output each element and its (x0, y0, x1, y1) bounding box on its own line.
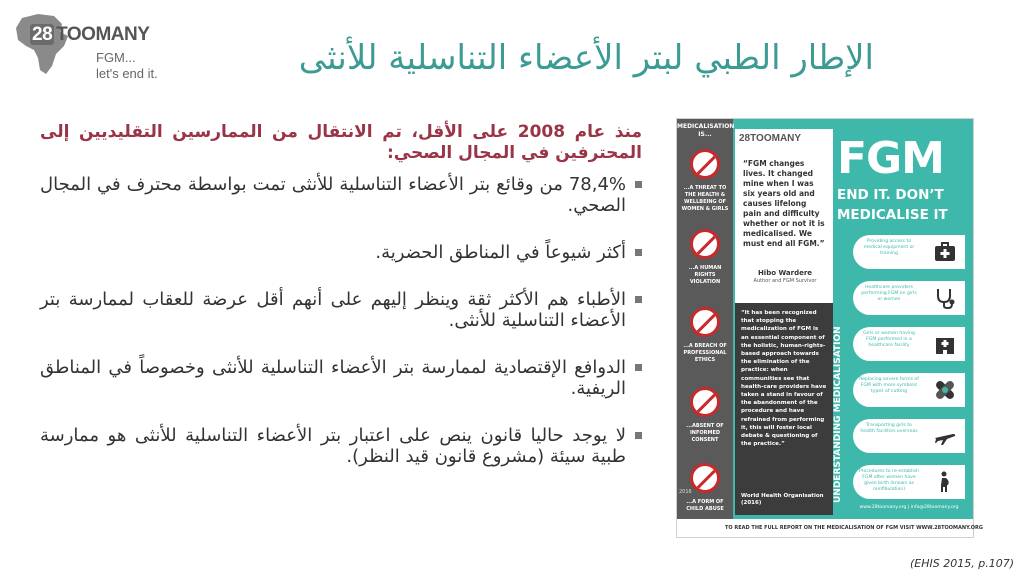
poster-side-number: 2016 (679, 489, 692, 495)
bullet-list (40, 174, 642, 467)
poster-quote-panel (735, 129, 833, 515)
bullet-text: الأطباء هم الأكثر ثقة وينظر إليهم على أنهم أقل عرضة للعقاب لممارسة بتر الأعضاء التناسلية للأنثى. (40, 289, 626, 331)
bullet-item (40, 357, 642, 399)
poster-card-text: Transporting girls to health facilities overseas (860, 423, 918, 434)
bullet-marker-icon (635, 296, 642, 303)
poster-card-text: Procedures to re-establish FGM after women have given birth (known as reinfibulation) (859, 469, 919, 492)
slide-title: الإطار الطبي لبتر الأعضاء التناسلية للأنثى (298, 38, 874, 78)
bullet-text: الدوافع الإقتصادية لممارسة بتر الأعضاء التناسلية للأنثى وخصوصاً في المناطق الريفية. (40, 357, 626, 399)
stethoscope-icon (933, 286, 957, 310)
fgm-poster-image (676, 118, 983, 538)
poster-card-text: Healthcare providers performing FGM on girls or women (861, 285, 917, 302)
poster-card (853, 373, 965, 407)
poster-subline-2: MEDICALISE IT (837, 207, 948, 223)
hospital-icon (933, 332, 957, 356)
bullet-item (40, 174, 642, 216)
logo-tagline-1: FGM... (96, 50, 136, 65)
pregnant-woman-icon (933, 470, 957, 494)
poster-sidebar (677, 119, 733, 519)
poster-subline-1: END IT. DON’T (837, 187, 944, 203)
slide-body (40, 122, 642, 493)
poster-who-source: World Health Organisation (2016) (741, 493, 824, 506)
bullet-marker-icon (635, 249, 642, 256)
logo-tagline-2: let's end it. (96, 66, 158, 81)
poster-side-item: ...A THREAT TO THE HEALTH & WELLBEING OF WOMEN & GIRLS (681, 185, 729, 212)
poster-side-item: ...A BREACH OF PROFESSIONAL ETHICS (683, 343, 727, 363)
bullet-text: أكثر شيوعاً في المناطق الحضرية. (375, 242, 626, 263)
poster-footer-text: TO READ THE FULL REPORT ON THE MEDICALISATION OF FGM VISIT WWW.28TOOMANY.ORG (725, 525, 983, 531)
poster-website: www.28toomany.org | info@28toomany.org (859, 505, 959, 510)
medical-kit-icon (933, 240, 957, 264)
poster-brand: 28TOOMANY (739, 133, 802, 144)
poster-side-item: ...A FORM OF CHILD ABUSE (686, 499, 724, 512)
poster-card (853, 419, 965, 453)
poster-side-title: MEDICALISATION IS... (677, 123, 735, 138)
poster-quote-author: Hibo Wardere (757, 269, 813, 277)
bullet-text: 78,4% من وقائع بتر الأعضاء التناسلية للأنثى تمت بواسطة محترف في المجال الصحي. (40, 174, 626, 216)
poster-vertical-label: UNDERSTANDING MEDICALISATION (833, 326, 843, 503)
poster-quote: “FGM changes lives. It changed mine when I was six years old and causes lifelong pain and difficulty whether or not it is medicalised. We must end all FGM.” (743, 159, 825, 248)
poster-card-text: Replacing severe forms of FGM with more symbolic types of cutting (859, 377, 919, 394)
poster-card (853, 235, 965, 269)
poster-headline: FGM (837, 133, 944, 184)
prohibition-icon (690, 463, 720, 493)
poster-side-item: ...ABSENT OF INFORMED CONSENT (686, 423, 724, 443)
prohibition-icon (690, 149, 720, 179)
bullet-marker-icon (635, 181, 642, 188)
logo-28toomany (8, 10, 188, 80)
poster-card (853, 281, 965, 315)
bullet-item (40, 425, 642, 467)
poster-card-text: Providing access to medical equipment or training (863, 239, 915, 256)
intro-text: منذ عام 2008 على الأقل، تم الانتقال من الممارسين التقليديين إلى المحترفين في المجال الصحي: (40, 122, 642, 163)
bullet-marker-icon (635, 364, 642, 371)
prohibition-icon (690, 307, 720, 337)
poster-card (853, 327, 965, 361)
poster-who-panel (735, 303, 833, 515)
prohibition-icon (690, 387, 720, 417)
bullet-item (40, 289, 642, 331)
airplane-icon (933, 424, 957, 448)
bullet-item (40, 242, 642, 263)
citation: (EHIS 2015, p.107) (910, 557, 1014, 570)
poster-card (853, 465, 965, 499)
poster-side-item: ...A HUMAN RIGHTS VIOLATION (688, 265, 722, 285)
poster-footer (677, 519, 983, 537)
logo-name: TOOMANY (56, 24, 150, 45)
prohibition-icon (690, 229, 720, 259)
poster-quote-author-sub: Author and FGM Survivor (753, 278, 817, 284)
bullet-marker-icon (635, 432, 642, 439)
logo-number: 28 (32, 24, 53, 45)
logo-brand (30, 24, 149, 46)
poster-who-quote: “It has been recognized that stopping the medicalization of FGM is an essential component of the holistic, human-rights-based approach towards the elimination of the practice: when communities see that health-care providers have taken a stand in favour of the abandonment of the procedure and have refrained from performing it, this will foster local debate & questioning of the practice.” (741, 310, 827, 448)
poster-card-text: Girls or women having FGM performed in a healthcare facility (863, 331, 915, 348)
bandage-icon (933, 378, 957, 402)
bullet-text: لا يوجد حاليا قانون ينص على اعتبار بتر الأعضاء التناسلية للأنثى هو ممارسة طبية سيئة (مشروع قانون قيد النظر). (40, 425, 626, 467)
